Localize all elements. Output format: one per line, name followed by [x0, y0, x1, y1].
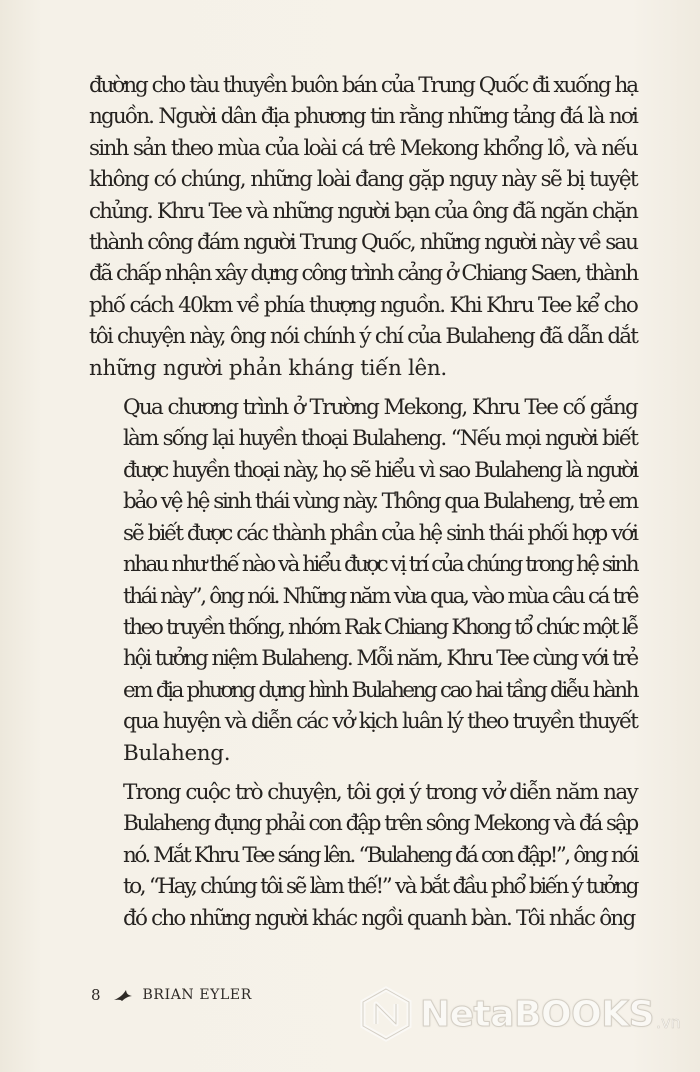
- paragraph: [89, 777, 637, 934]
- text-line: to, “Hay, chúng tôi sẽ làm thế!” và bắt đầu phổ biến ý tưởng: [123, 874, 637, 900]
- text-line: bảo vệ hệ sinh thái vùng này. Thông qua Bulaheng, trẻ em: [123, 489, 637, 515]
- page-number: 8: [91, 986, 101, 1004]
- text-line: Trong cuộc trò chuyện, tôi gợi ý trong vở diễn năm nay: [123, 779, 637, 805]
- paragraph: [89, 392, 637, 769]
- text-line: phố cách 40km về phía thượng nguồn. Khi Khru Tee kể cho: [89, 292, 637, 318]
- text-line: nhau như thế nào và hiểu được vị trí của chúng trong hệ sinh: [123, 552, 637, 578]
- text-line: đường cho tàu thuyền buôn bán của Trung Quốc đi xuống hạ: [89, 73, 637, 98]
- text-line: hội tưởng niệm Bulaheng. Mỗi năm, Khru Tee cùng với trẻ: [123, 646, 637, 672]
- text-line: đó cho những người khác ngồi quanh bàn. Tôi nhắc ông: [123, 905, 635, 931]
- text-line: đã chấp nhận xây dựng công trình cảng ở Chiang Saen, thành: [89, 261, 637, 287]
- text-line: tôi chuyện này, ông nói chính ý chí của Bulaheng đã dẫn dắt: [89, 324, 637, 350]
- text-line: nó. Mắt Khru Tee sáng lên. “Bulaheng đá con đập!”, ông nói: [123, 842, 637, 868]
- text-line: Bulaheng.: [123, 740, 231, 766]
- text-line: thái này”, ông nói. Những năm vừa qua, vào mùa câu cá trê: [123, 583, 637, 609]
- bird-icon: [113, 988, 133, 1002]
- text-line: sẽ biết được các thành phần của hệ sinh thái phối hợp với: [123, 520, 637, 546]
- page-footer: [91, 986, 252, 1004]
- watermark: [358, 986, 681, 1042]
- author-name: BRIAN EYLER: [142, 987, 252, 1003]
- text-line: sinh sản theo mùa của loài cá trê Mekong khổng lồ, và nếu: [89, 135, 637, 161]
- watermark-text: NetaBOOKS: [420, 993, 655, 1035]
- text-line: em địa phương dựng hình Bulaheng cao hai tầng diễu hành: [123, 677, 637, 703]
- text-line: Bulaheng đụng phải con đập trên sông Mekong và đá sập: [123, 811, 637, 837]
- paragraph: [89, 70, 637, 384]
- text-line: được huyền thoại này, họ sẽ hiểu vì sao Bulaheng là người: [123, 457, 637, 483]
- netabooks-logo-icon: [358, 986, 414, 1042]
- text-line: Qua chương trình ở Trường Mekong, Khru Tee cố gắng: [123, 395, 637, 421]
- text-line: thành công đám người Trung Quốc, những người này về sau: [89, 230, 637, 256]
- text-line: nguồn. Người dân địa phương tin rằng những tảng đá là nơi: [89, 104, 637, 130]
- body-text: [89, 70, 637, 934]
- text-line: những người phản kháng tiến lên.: [89, 355, 447, 381]
- text-line: làm sống lại huyền thoại Bulaheng. “Nếu mọi người biết: [123, 426, 637, 452]
- watermark-suffix: .vn: [656, 1012, 681, 1032]
- text-line: chủng. Khru Tee và những người bạn của ông đã ngăn chặn: [89, 198, 637, 224]
- text-line: theo truyền thống, nhóm Rak Chiang Khong tổ chức một lễ: [123, 614, 637, 640]
- text-line: qua huyện và diễn các vở kịch luân lý theo truyền thuyết: [123, 709, 637, 735]
- text-line: không có chúng, những loài đang gặp nguy này sẽ bị tuyệt: [89, 167, 637, 193]
